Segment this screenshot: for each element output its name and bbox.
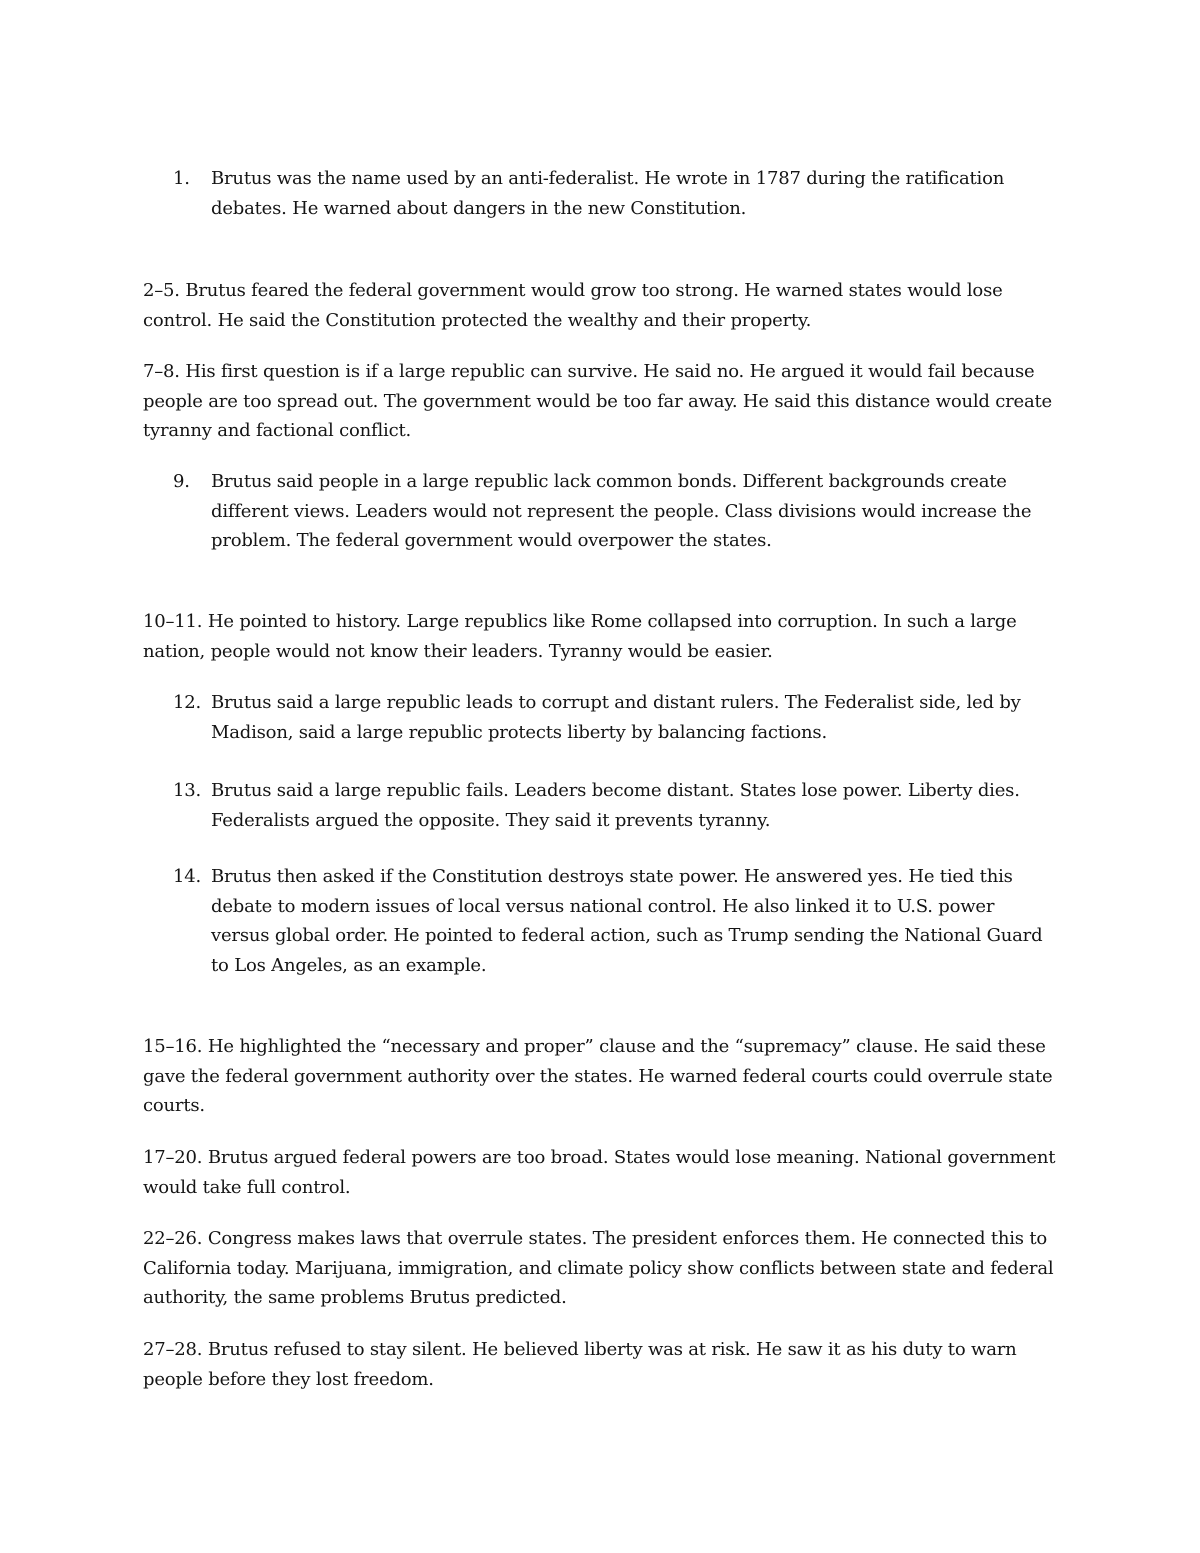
paragraph-27-28: 27–28. Brutus refused to stay silent. He believed liberty was at risk. He saw it as his duty to warn people before they lost freedom. (143, 1339, 1017, 1390)
paragraph-10-11: 10–11. He pointed to history. Large republics like Rome collapsed into corruption. In such a large nation, people would not know their leaders. Tyranny would be easier. (143, 611, 1017, 662)
item-text: Brutus said a large republic leads to corrupt and distant rulers. The Federalist side, led by Madison, said a large republic protects liberty by balancing factions. (211, 692, 1021, 743)
item-number: 9. (173, 471, 190, 492)
paragraph-7-8: 7–8. His first question is if a large republic can survive. He said no. He argued it would fail because people are too spread out. The government would be too far away. He said this distance would create tyranny and factional conflict. (143, 361, 1053, 441)
paragraph-22-26: 22–26. Congress makes laws that overrule states. The president enforces them. He connected this to California today. Marijuana, immigration, and climate policy show conflicts between state and federal authority, the same problems Brutus predicted. (143, 1228, 1054, 1308)
item-number: 13. (173, 780, 202, 801)
item-text: Brutus said people in a large republic lack common bonds. Different backgrounds create different views. Leaders would not represent the people. Class divisions would increase the problem. The federal government would overpower the states. (211, 471, 1032, 551)
numbered-item-14 (173, 862, 1053, 980)
paragraph-15-16: 15–16. He highlighted the “necessary and proper” clause and the “supremacy” clause. He said these gave the federal government authority over the states. He warned federal courts could overrule state courts. (143, 1036, 1053, 1116)
numbered-item-12 (173, 688, 1053, 747)
paragraph-2-5: 2–5. Brutus feared the federal government would grow too strong. He warned states would lose control. He said the Constitution protected the wealthy and their property. (143, 280, 1003, 331)
paragraph-17-20: 17–20. Brutus argued federal powers are too broad. States would lose meaning. National government would take full control. (143, 1147, 1056, 1198)
item-number: 14. (173, 866, 202, 887)
item-number: 1. (173, 168, 190, 189)
item-text: Brutus was the name used by an anti-federalist. He wrote in 1787 during the ratification debates. He warned about dangers in the new Constitution. (211, 168, 1005, 219)
numbered-item-13 (173, 776, 1053, 835)
numbered-item-9 (173, 467, 1053, 556)
item-text: Brutus said a large republic fails. Leaders become distant. States lose power. Liberty dies. Federalists argued the opposite. They said it prevents tyranny. (211, 780, 1020, 831)
item-number: 12. (173, 692, 202, 713)
numbered-item-1 (173, 164, 1053, 223)
item-text: Brutus then asked if the Constitution destroys state power. He answered yes. He tied this debate to modern issues of local versus national control. He also linked it to U.S. power versus global order. He pointed to federal action, such as Trump sending the National Guard to Los Angeles, as an example. (211, 866, 1043, 976)
